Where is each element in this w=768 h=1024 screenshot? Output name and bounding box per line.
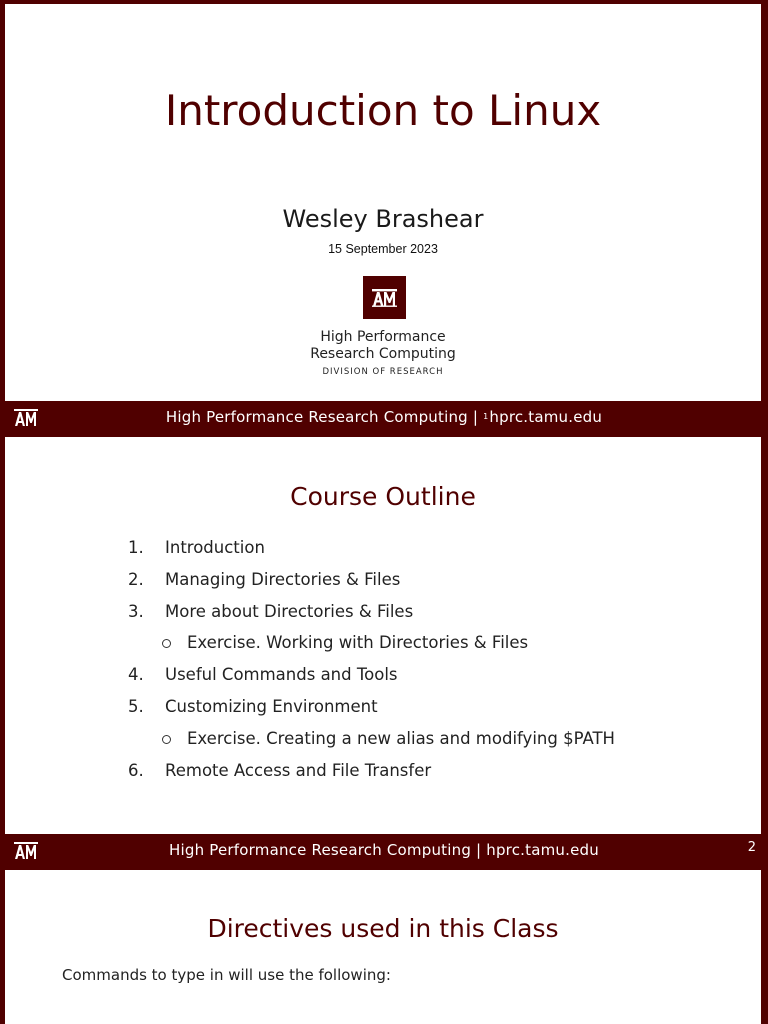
list-item-text: Introduction [165, 538, 265, 557]
list-item-text: Useful Commands and Tools [165, 665, 398, 685]
list-item-text: Managing Directories & Files [165, 569, 401, 589]
list-item [5, 537, 761, 569]
list-item-number: 3. [128, 601, 144, 621]
list-item-text: Customizing Environment [165, 696, 378, 716]
list-item [5, 569, 761, 601]
footer-text [0, 408, 768, 426]
list-item-number: 6. [128, 760, 144, 780]
list-item [5, 664, 761, 696]
list-item-text: More about Directories & Files [165, 601, 414, 621]
dept-line-2: Research Computing [310, 346, 456, 362]
list-subitem [5, 632, 761, 664]
slide-directives [5, 870, 761, 1024]
footer-text-content: High Performance Research Computing | [165, 408, 484, 426]
slide-course-outline [5, 437, 761, 834]
page-number: 2 [747, 840, 756, 855]
circle-bullet-icon [162, 735, 171, 744]
list-subitem-text: Exercise. Working with Directories & Files [187, 633, 529, 653]
dept-line-1: High Performance [320, 329, 446, 345]
list-item [5, 601, 761, 633]
list-item-number: 1. [128, 538, 144, 557]
list-item [5, 760, 761, 792]
presentation-date: 15 September 2023 [328, 242, 438, 256]
author-name: Wesley Brashear [282, 205, 484, 233]
dept-line-3: DIVISION OF RESEARCH [322, 367, 444, 377]
list-item-number: 5. [128, 696, 144, 716]
list-item-number: 2. [128, 569, 144, 589]
atm-logo-icon [363, 276, 406, 319]
list-item-text: Remote Access and File Transfer [165, 760, 432, 780]
footer-text: High Performance Research Computing | hprc.tamu.edu [169, 841, 599, 859]
course-outline-title: Course Outline [290, 482, 476, 511]
directives-intro: Commands to type in will use the following: [62, 966, 391, 984]
list-item [5, 696, 761, 728]
slide-footer [0, 834, 768, 867]
slide-title [5, 4, 761, 401]
slide-title-heading: Introduction to Linux [164, 86, 602, 135]
slide-footer [0, 401, 768, 434]
footer-url: hprc.tamu.edu [489, 408, 603, 426]
directives-title: Directives used in this Class [207, 914, 559, 943]
page-number: 1 [483, 412, 489, 421]
list-subitem [5, 728, 761, 760]
circle-bullet-icon [162, 639, 171, 648]
list-subitem-text: Exercise. Creating a new alias and modifying $PATH [187, 728, 615, 748]
outline-list [5, 537, 761, 791]
list-item-number: 4. [128, 665, 144, 685]
